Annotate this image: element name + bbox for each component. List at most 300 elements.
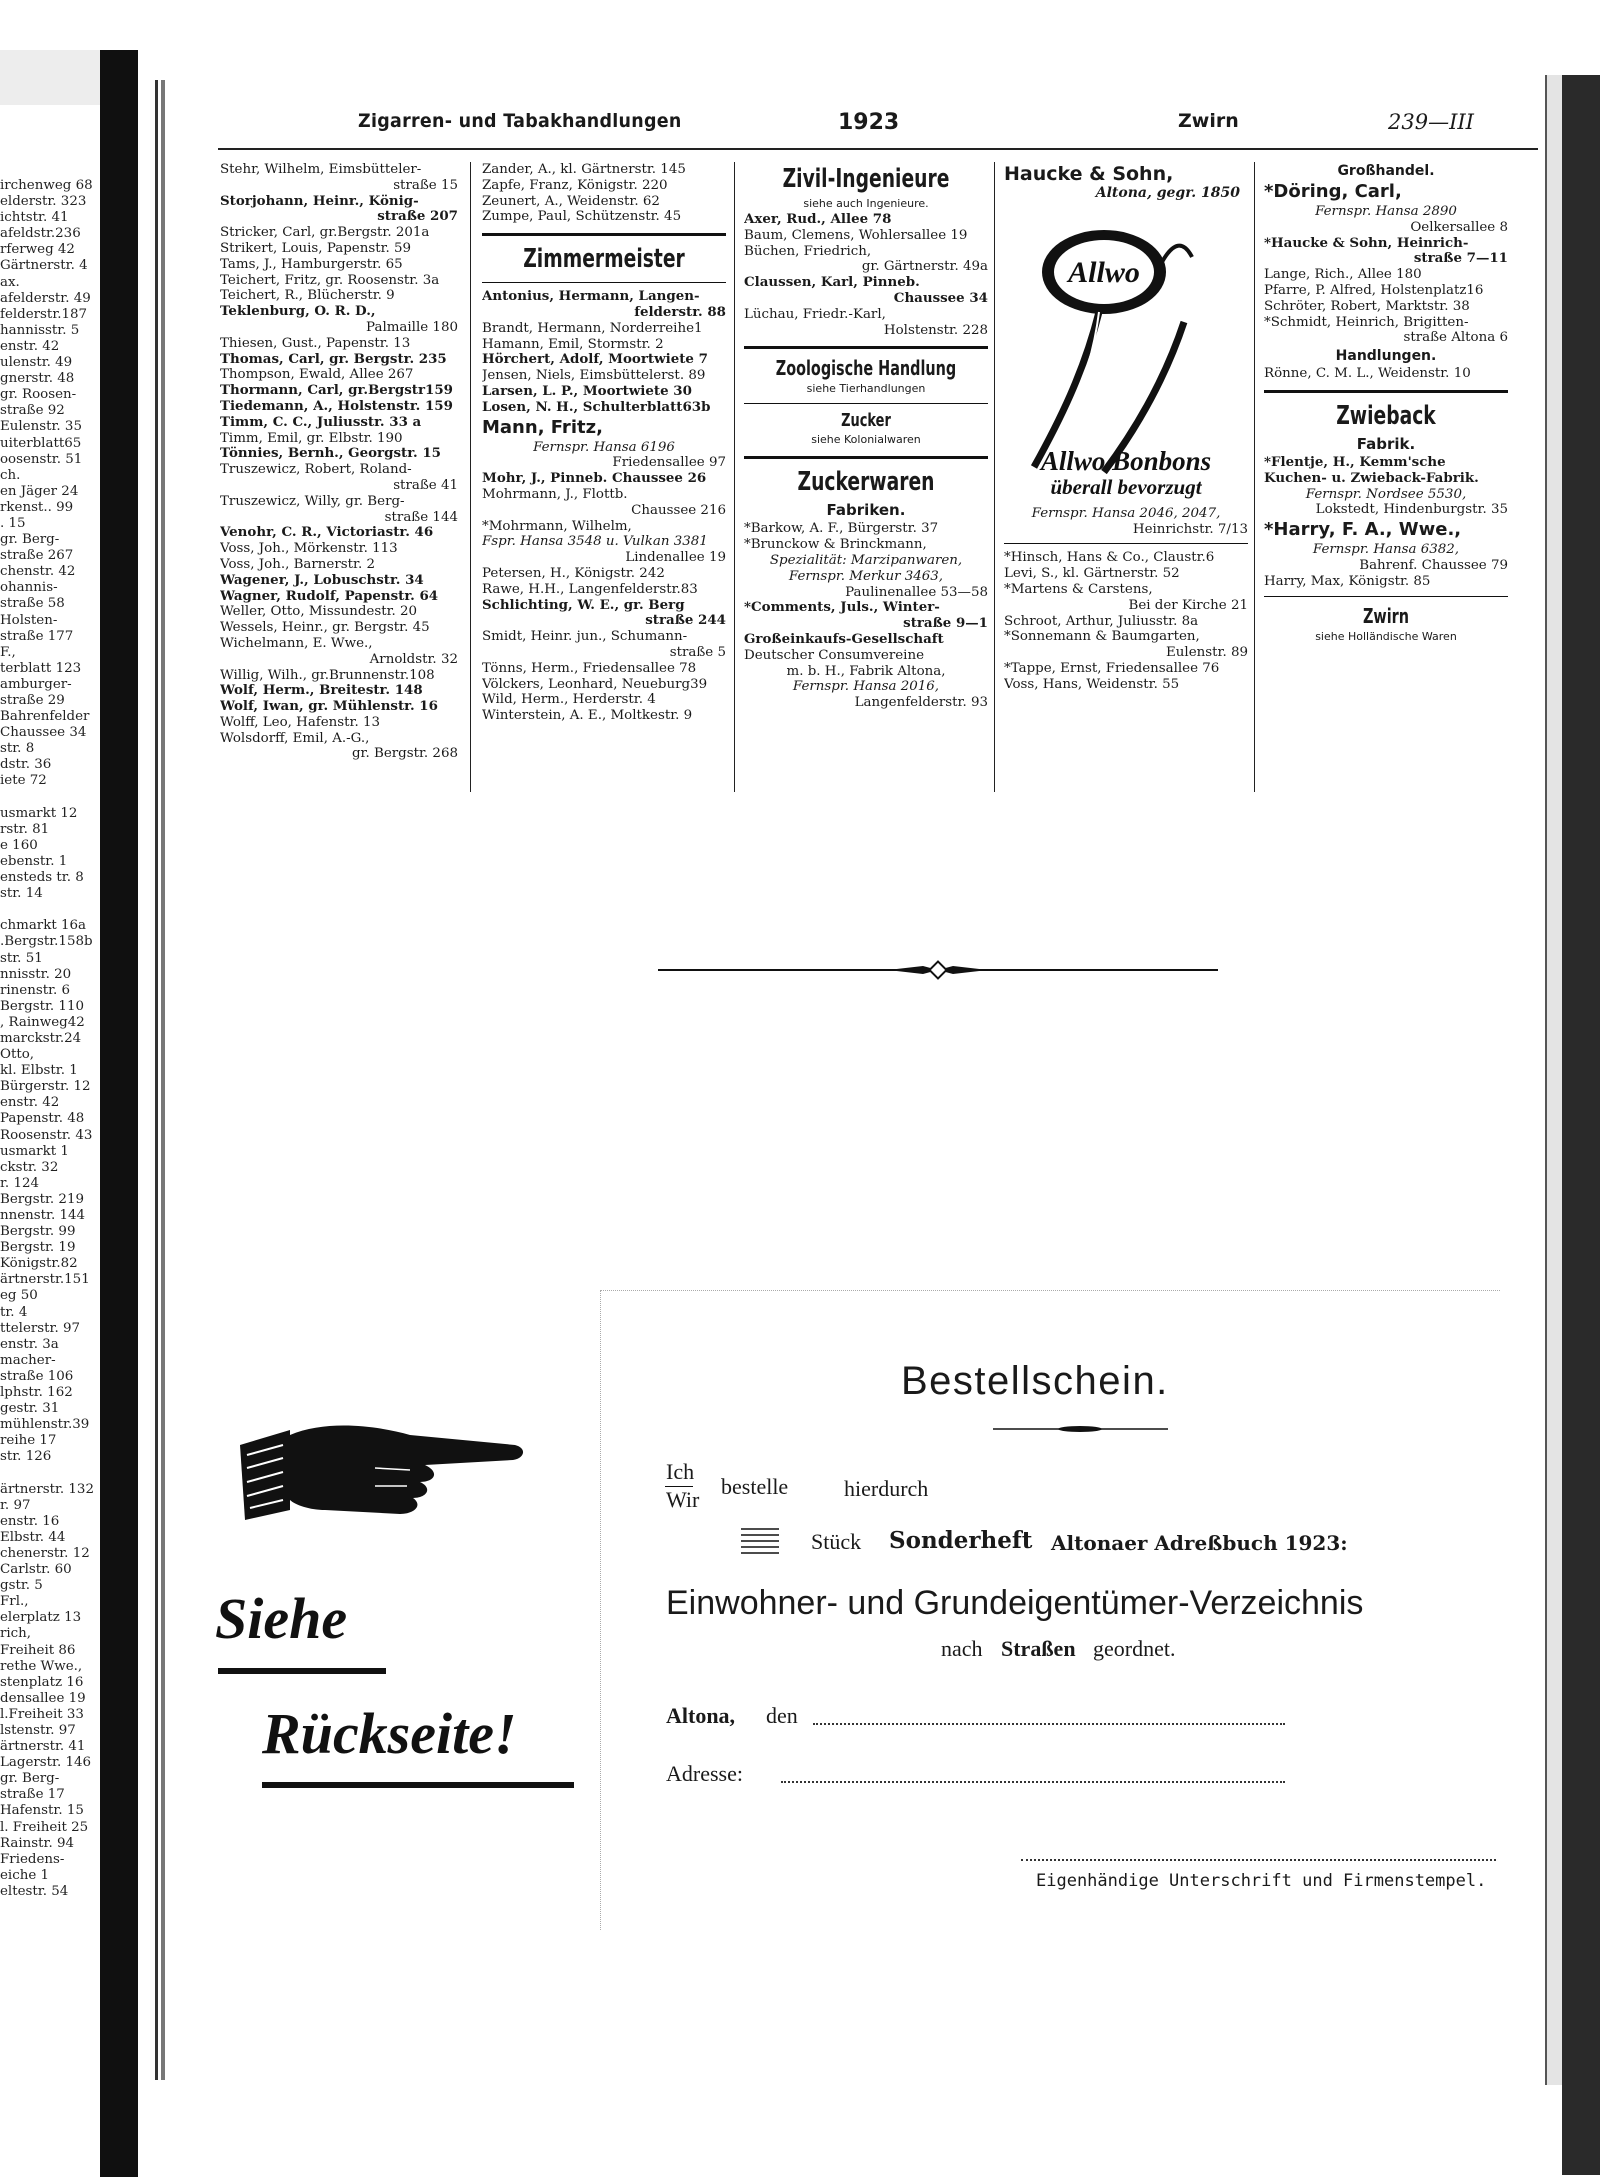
overflow-entry-fragment: ichtstr. 41 [0,210,69,226]
section-title-zwieback: Zwieback [1336,400,1436,431]
entry-list [1264,558,1508,590]
directory-entry: Friedensallee 97 [612,455,726,471]
directory-entry: Storjohann, Heinr., König- [220,192,419,209]
featured-entry-doering: *Döring, Carl, [1264,181,1402,202]
overflow-entry-fragment: straße 17 [0,1787,65,1803]
section-subtitle: siehe Holländische Waren [1315,629,1457,643]
overflow-entry-fragment: Frl., [0,1594,29,1610]
overflow-entry-fragment: Bergstr. 110 [0,998,84,1014]
overflow-entry-fragment: ebenstr. 1 [0,853,68,869]
directory-entry: Thormann, Carl, gr.Bergstr159 [220,382,453,399]
overflow-entry-fragment: Friedens- [0,1851,65,1867]
directory-entry: Bei der Kirche 21 [1128,597,1248,613]
directory-entry: Teichert, R., Blücherstr. 9 [220,288,395,304]
overflow-entry-fragment: usmarkt 12 [0,805,78,821]
directory-entry: Wolff, Leo, Hafenstr. 13 [220,714,381,730]
directory-entry: Holstenstr. 228 [883,322,988,338]
overflow-entry-fragment: oosenstr. 51 [0,451,83,467]
column-divider [1254,162,1255,792]
directory-entry: Wagner, Rudolf, Papenstr. 64 [220,587,439,604]
overflow-entry-fragment: usmarkt 1 [0,1143,69,1159]
directory-entry: Spezialität: Marzipanwaren, [769,552,963,568]
overflow-entry-fragment: ckstr. 32 [0,1159,59,1175]
scan-margin-top-left [0,50,100,105]
directory-entry: Lange, Rich., Allee 180 [1264,267,1422,283]
directory-entry: Losen, N. H., Schulterblatt63b [482,398,711,415]
form-stueck: Stück [811,1529,862,1554]
overflow-entry-fragment: felderstr.187 [0,306,88,322]
overflow-entry-fragment: ärtnerstr. 132 [0,1481,94,1497]
overflow-entry-fragment: chenstr. 42 [0,564,76,580]
overflow-entry-fragment: Rainstr. 94 [0,1835,75,1851]
overflow-entry-fragment: straße 58 [0,596,65,612]
directory-entry: Völckers, Leonhard, Neueburg39 [482,676,708,692]
form-wir: Wir [666,1487,700,1512]
overflow-entry-fragment: str. 51 [0,950,43,966]
overflow-entry-fragment: enstr. 42 [0,1095,60,1111]
order-form [600,1290,1500,1930]
section-rule [482,282,726,283]
directory-entry: straße 5 [669,644,726,660]
directory-entry: *Brunckow & Brinckmann, [744,537,927,553]
directory-entry: Langenfelderstr. 93 [854,695,988,711]
directory-entry: Wolf, Herm., Breitestr. 148 [220,682,423,699]
overflow-entry-fragment: straße 92 [0,403,65,419]
allwo-slogan-2: überall bevorzugt [1050,474,1202,499]
directory-entry: Teklenburg, O. R. D., [220,303,376,320]
directory-entry: Deutscher Consumvereine [744,647,925,663]
section-rule [482,233,726,236]
overflow-entry-fragment: densallee 19 [0,1690,86,1706]
directory-entry: Lokstedt, Hindenburgstr. 35 [1315,502,1508,518]
directory-entry: Petersen, H., Königstr. 242 [482,565,665,581]
rueckseite-underline [262,1782,574,1788]
directory-entry: straße Altona 6 [1403,330,1508,346]
section-title-zivil-ingenieure: Zivil-Ingenieure [782,164,950,194]
form-den: den [766,1703,798,1728]
overflow-entry-fragment: ensteds tr. 8 [0,870,84,886]
featured-entry-phone: Fernspr. Hansa 6382, [1312,542,1460,558]
form-geordnet: geordnet. [1093,1636,1176,1661]
allwo-slogan-1: Allwo Bonbons [1040,445,1212,476]
overflow-entry-fragment: mühlenstr.39 [0,1417,90,1433]
directory-entry: *Mohrmann, Wilhelm, [482,518,632,534]
overflow-entry-fragment: irchenweg 68 [0,178,93,193]
overflow-entry-fragment: rferweg 42 [0,242,75,258]
overflow-entry-fragment: stenplatz 16 [0,1674,84,1690]
column-divider [734,162,735,792]
form-title: Bestellschein. [901,1359,1169,1403]
directory-entry: straße 144 [384,509,458,525]
overflow-entry-fragment: Chaussee 34 [0,725,87,741]
page-number: 239—III [1388,110,1474,134]
overflow-entry-fragment: Hafenstr. 15 [0,1803,84,1819]
featured-entry-mann: Mann, Fritz, [482,416,603,438]
directory-entry: Großeinkaufs-Gesellschaft [744,630,944,647]
overflow-entry-fragment: F., [0,644,16,660]
page-edge-stack [1545,75,1563,2085]
overflow-entry-fragment: Otto, [0,1047,35,1063]
overflow-entry-fragment: elderstr. 323 [0,194,87,210]
section-subtitle: Fabriken. [826,501,906,520]
directory-entry: Larsen, L. P., Moortwiete 30 [482,382,692,399]
featured-entry-phone: Fernspr. Hansa 6196 [533,439,675,455]
entry-list [1264,220,1508,346]
overflow-entry-fragment: rethe Wwe., [0,1658,83,1674]
overflow-entry-fragment: str. 14 [0,886,43,902]
section-subtitle: siehe auch Ingenieure. [803,197,929,210]
directory-entry: Zapfe, Franz, Königstr. 220 [482,177,668,193]
form-book-title: Altonaer Adreßbuch 1923: [1051,1531,1348,1555]
directory-entry: *Schmidt, Heinrich, Brigitten- [1264,314,1469,330]
directory-entry: *Haucke & Sohn, Heinrich- [1264,234,1469,251]
directory-entry: *Tappe, Ernst, Friedensallee 76 [1004,660,1220,676]
directory-entry: Winterstein, A. E., Moltkestr. 9 [482,708,693,724]
overflow-entry-fragment: rstr. 81 [0,821,50,837]
overflow-entry-fragment: ch. [0,467,21,483]
directory-entry: Wagener, J., Lobuschstr. 34 [220,571,424,588]
directory-entry: Fernspr. Merkur 3463, [788,568,944,584]
overflow-entry-fragment: straße 29 [0,693,65,708]
directory-entry: gr. Bergstr. 268 [351,746,458,762]
overflow-entry-fragment: terblatt 123 [0,660,82,676]
overflow-entry-fragment: ulenstr. 49 [0,355,73,371]
advertiser-phone: Fernspr. Hansa 2046, 2047, [1031,505,1221,521]
overflow-entry-fragment: tr. 4 [0,1304,28,1320]
section-rule [744,346,988,349]
directory-entry: Eulenstr. 89 [1166,645,1248,661]
overflow-entry-fragment: str. 126 [0,1449,52,1465]
overflow-entry-fragment: Bergstr. 19 [0,1240,76,1256]
directory-entry: Willig, Wilh., gr.Brunnenstr.108 [220,667,435,683]
overflow-entry-fragment: eg 50 [0,1288,38,1304]
entry-list [744,212,988,338]
overflow-entry-fragment: .Bergstr.158b [0,934,93,950]
overflow-entry-fragment: Carlstr. 60 [0,1562,72,1578]
overflow-entry-fragment: hannisstr. 5 [0,322,80,338]
overflow-entry-fragment: enstr. 42 [0,338,60,354]
directory-entry: Schröter, Robert, Marktstr. 38 [1264,298,1470,314]
directory-entry: Kuchen- u. Zwieback-Fabrik. [1264,469,1479,486]
column-5 [1264,162,1508,792]
directory-entry: Baum, Clemens, Wohlersallee 19 [744,227,968,243]
directory-entry: Timm, Emil, gr. Elbstr. 190 [220,430,403,446]
overflow-entry-fragment: r. 124 [0,1175,40,1191]
overflow-entry-fragment: Bahrenfelder [0,709,90,725]
overflow-entry-fragment: en Jäger 24 [0,483,79,499]
section-rule [1264,390,1508,393]
directory-entry: straße 207 [377,208,458,225]
allwo-advertisement [1004,202,1248,502]
overflow-entry-fragment: str. 8 [0,741,35,757]
section-rule [744,403,988,404]
overflow-entry-fragment: ohannis- [0,580,58,596]
overflow-entry-fragment: iete 72 [0,773,47,789]
overflow-entry-fragment: rinenstr. 6 [0,982,71,998]
allwo-logo-text: Allwo [1068,255,1140,289]
directory-entry: Voss, Joh., Mörkenstr. 113 [220,541,398,557]
form-adresse: Adresse: [666,1761,743,1786]
overflow-entry-fragment: Lagerstr. 146 [0,1755,92,1771]
directory-entry: Stricker, Carl, gr.Bergstr. 201a [220,225,430,241]
overflow-entry-fragment: gnerstr. 48 [0,371,75,387]
previous-page-column [0,178,98,2098]
subsection-grosshandel: Großhandel. [1337,163,1435,179]
form-verzeichnis: Einwohner- und Grundeigentümer-Verzeichnis [666,1584,1364,1622]
directory-entry: Lüchau, Friedr.-Karl, [744,306,886,322]
directory-entry: straße 15 [393,177,458,193]
overflow-entry-fragment: Gärtnerstr. 4 [0,258,88,274]
directory-entry: Wild, Herm., Herderstr. 4 [482,692,656,708]
directory-entry: Venohr, C. R., Victoriastr. 46 [220,524,434,541]
overflow-entry-fragment: nnenstr. 144 [0,1208,86,1223]
form-strassen: Straßen [1001,1636,1076,1661]
overflow-entry-fragment: gestr. 31 [0,1401,60,1417]
overflow-entry-fragment: Bergstr. 219 [0,1191,84,1207]
directory-entry: straße 41 [393,477,458,493]
overflow-entry-fragment [0,790,98,806]
directory-entry: Harry, Max, Königstr. 85 [1264,573,1431,589]
directory-entry: Hamann, Emil, Stormstr. 2 [482,336,664,352]
directory-entry: Tiedemann, A., Holstenstr. 159 [220,397,453,414]
overflow-entry-fragment: dstr. 36 [0,757,52,773]
entry-list [1264,455,1508,518]
form-quantity-field[interactable] [741,1526,779,1556]
directory-entry: *Martens & Carstens, [1004,581,1153,597]
overflow-entry-fragment: l. Freiheit 25 [0,1819,89,1835]
directory-entry: Bahrenf. Chaussee 79 [1359,557,1508,573]
directory-entry: *Flentje, H., Kemm'sche [1264,453,1446,470]
directory-entry: Schroot, Arthur, Juliusstr. 8a [1004,613,1199,629]
header-section-title: Zigarren- und Tabakhandlungen [358,110,682,132]
overflow-entry-fragment: enstr. 3a [0,1336,59,1352]
directory-entry: Oelkersallee 8 [1410,219,1508,235]
directory-entry: Antonius, Hermann, Langen- [482,288,700,305]
featured-entry-phone: Fernspr. Hansa 2890 [1315,204,1457,219]
column-divider [994,162,995,792]
directory-entry: Mohrmann, J., Flottb. [482,486,628,502]
overflow-entry-fragment: amburger- [0,676,72,692]
directory-entry: Wolf, Iwan, gr. Mühlenstr. 16 [220,698,438,715]
directory-entry: Stehr, Wilhelm, Eimsbütteler- [220,162,422,177]
directory-entry: Zumpe, Paul, Schützenstr. 45 [482,209,682,225]
section-subtitle: siehe Tierhandlungen [806,382,926,396]
section-rule [1004,543,1248,544]
header-last-entry: Zwirn [1178,110,1239,132]
directory-entry: Axer, Rud., Allee 78 [744,211,892,227]
overflow-entry-fragment: . 15 [0,515,26,531]
overflow-entry-fragment: gstr. 5 [0,1578,43,1594]
directory-entry: Paulinenallee 53—58 [845,584,988,600]
overflow-entry-fragment: eltestr. 54 [0,1883,69,1899]
directory-entry: Smidt, Heinr. jun., Schumann- [482,629,688,645]
overflow-entry-fragment: Freiheit 86 [0,1642,76,1658]
section-rule [1264,596,1508,597]
overflow-entry-fragment: elerplatz 13 [0,1610,82,1626]
overflow-entry-fragment: enstr. 16 [0,1513,60,1529]
section-rule [744,456,988,459]
section-title-zimmermeister: Zimmermeister [523,244,685,275]
directory-entry: Timm, C. C., Juliusstr. 33 a [220,413,422,430]
directory-entry: Tönns, Herm., Friedensallee 78 [482,660,697,676]
directory-entry: Lindenallee 19 [625,550,726,566]
overflow-entry-fragment: Papenstr. 48 [0,1111,85,1127]
directory-entry: Fernspr. Nordsee 5530, [1305,486,1467,502]
overflow-entry-fragment: nnisstr. 20 [0,966,72,982]
directory-entry: Strikert, Louis, Papenstr. 59 [220,240,412,256]
directory-entry: Levi, S., kl. Gärtnerstr. 52 [1004,566,1180,582]
pointing-hand-icon [235,1410,525,1530]
overflow-entry-fragment: straße 267 [0,548,74,564]
featured-entry-harry: *Harry, F. A., Wwe., [1264,519,1462,541]
header-year: 1923 [838,110,900,135]
form-signature-label: Eigenhändige Unterschrift und Firmenstempel. [1036,1871,1487,1891]
form-date-field[interactable] [813,1723,1285,1725]
overflow-entry-fragment: e 160 [0,837,38,853]
overflow-entry-fragment: eiche 1 [0,1867,50,1883]
subsection-handlungen: Handlungen. [1335,348,1437,365]
directory-entry: Thompson, Ewald, Allee 267 [220,367,414,383]
overflow-entry-fragment: afelderstr. 49 [0,290,91,306]
overflow-entry-fragment: ärtnerstr.151 [0,1272,90,1288]
section-title-zwirn: Zwirn [1362,603,1410,628]
directory-entry: gr. Gärtnerstr. 49a [861,259,988,275]
overflow-entry-fragment: straße 106 [0,1368,74,1384]
directory-entry: straße 7—11 [1413,250,1508,267]
overflow-entry-fragment: Holsten- [0,612,58,628]
directory-entry: Wichelmann, E. Wwe., [220,635,373,651]
overflow-entry-fragment: reihe 17 [0,1433,57,1449]
overflow-entry-fragment: gr. Roosen- [0,387,77,403]
directory-entry: Pfarre, P. Alfred, Holstenplatz16 [1264,282,1484,298]
directory-entry: Tams, J., Hamburgerstr. 65 [220,256,403,272]
directory-entry: Brandt, Hermann, Norderreihe1 [482,320,703,336]
directory-entry: straße 9—1 [903,615,988,632]
form-signature-field[interactable] [1021,1859,1496,1861]
directory-entry: Tönnies, Bernh., Georgstr. 15 [220,445,441,462]
form-address-field[interactable] [781,1781,1285,1783]
directory-entry: Rawe, H.H., Langenfelderstr.83 [482,581,698,597]
directory-entry: Chaussee 216 [631,502,726,518]
entry-list [1004,550,1248,692]
overflow-entry-fragment: chenerstr. 12 [0,1545,90,1561]
overflow-entry-fragment: chmarkt 16a [0,918,86,934]
section-subtitle: siehe Kolonialwaren [811,433,921,447]
directory-entry: *Comments, Juls., Winter- [744,599,940,616]
overflow-entry-fragment: ax. [0,274,20,290]
entry-list [482,289,726,415]
directory-entry: Voss, Hans, Weidenstr. 55 [1004,676,1180,692]
advertiser-address: Heinrichstr. 7/13 [1132,521,1248,537]
section-title-zoologische-handlung: Zoologische Handlung [775,356,957,381]
directory-entry: Chaussee 34 [893,289,988,306]
directory-entry: *Sonnemann & Baumgarten, [1004,629,1200,645]
overflow-entry-fragment: , Rainweg42 [0,1014,85,1030]
overflow-entry-fragment: Eulenstr. 35 [0,419,82,435]
overflow-entry-fragment: lphstr. 162 [0,1385,73,1401]
directory-entry: Palmaille 180 [366,319,458,335]
column-3 [744,162,988,792]
form-title-rule [993,1426,1168,1432]
directory-entry: Zander, A., kl. Gärtnerstr. 145 [482,162,686,177]
siehe-underline [218,1668,386,1674]
form-bestelle: bestelle [721,1474,789,1499]
overflow-entry-fragment: Königstr.82 [0,1256,78,1272]
directory-entry: Weller, Otto, Missundestr. 20 [220,604,418,620]
overflow-entry-fragment: afeldstr.236 [0,226,81,242]
overflow-entry-fragment [0,1466,98,1482]
directory-entry: *Hinsch, Hans & Co., Claustr.6 [1004,550,1215,566]
overflow-entry-fragment: Elbstr. 44 [0,1529,66,1545]
directory-entry: Thiesen, Gust., Papenstr. 13 [220,335,411,351]
section-subtitle: Fabrik. [1356,434,1416,453]
directory-entry: Fernspr. Hansa 2016, [792,679,940,695]
directory-entry: Hörchert, Adolf, Moortwiete 7 [482,351,708,368]
overflow-entry-fragment: ttelerstr. 97 [0,1320,81,1336]
overflow-entry-fragment: gr. Berg- [0,532,60,548]
rueckseite-text: Rückseite! [262,1701,517,1766]
overflow-entry-fragment: Bergstr. 99 [0,1224,76,1240]
overflow-entry-fragment [0,902,98,918]
overflow-entry-fragment: kl. Elbstr. 1 [0,1063,78,1079]
directory-entry: Büchen, Friedrich, [744,243,872,259]
directory-entry: Arnoldstr. 32 [369,651,458,667]
directory-entry: m. b. H., Fabrik Altona, [786,663,946,679]
entry-list [482,162,726,225]
overflow-entry-fragment: rkenst.. 99 [0,499,74,515]
overflow-entry-fragment: l.Freiheit 33 [0,1706,84,1722]
overflow-entry-fragment: gr. Berg- [0,1771,60,1787]
column-divider [470,162,471,792]
overflow-entry-fragment: marckstr.24 [0,1030,82,1046]
overflow-entry-fragment: straße 177 [0,628,74,644]
overflow-entry-fragment: Roosenstr. 43 [0,1127,93,1143]
form-hierdurch: hierdurch [844,1476,929,1501]
directory-entry: Wessels, Heinr., gr. Bergstr. 45 [220,620,430,636]
overflow-entry-fragment: r. 97 [0,1497,31,1513]
directory-entry: Truszewicz, Willy, gr. Berg- [220,493,405,509]
column-4 [1004,162,1248,792]
form-altona: Altona, [666,1703,736,1728]
directory-entry: Teichert, Fritz, gr. Roosenstr. 3a [220,272,440,288]
directory-entry: Zeunert, A., Weidenstr. 62 [482,193,660,209]
form-sonderheft: Sonderheft [889,1527,1033,1554]
book-gutter [100,50,138,2177]
overflow-entry-fragment: ärtnerstr. 41 [0,1739,86,1755]
directory-entry: straße 244 [645,612,726,629]
directory-entry: Claussen, Karl, Pinneb. [744,274,920,291]
overflow-entry-fragment: uiterblatt65 [0,435,82,451]
directory-entry: Schlichting, W. E., gr. Berg [482,596,685,613]
header-rule [218,148,1538,150]
overflow-entry-fragment: Bürgerstr. 12 [0,1079,91,1095]
section-title-zuckerwaren: Zuckerwaren [797,467,935,498]
siehe-text: Siehe [215,1586,348,1651]
overflow-entry-fragment: macher- [0,1352,56,1368]
directory-entry: Voss, Joh., Barnerstr. 2 [220,556,375,572]
column-1 [220,162,458,792]
advertiser-name: Haucke & Sohn, [1004,163,1174,185]
directory-entry: felderstr. 88 [634,303,726,320]
directory-entry: Wolsdorff, Emil, A.-G., [220,730,370,746]
entry-list [744,521,988,711]
form-nach: nach [941,1636,983,1661]
directory-entry: *Barkow, A. F., Bürgerstr. 37 [744,521,939,537]
directory-entry: Mohr, J., Pinneb. Chaussee 26 [482,470,707,487]
section-title-zucker: Zucker [841,410,891,432]
form-ich: Ich [666,1459,695,1484]
directory-entry: Jensen, Niels, Eimsbüttelerst. 89 [482,368,706,384]
